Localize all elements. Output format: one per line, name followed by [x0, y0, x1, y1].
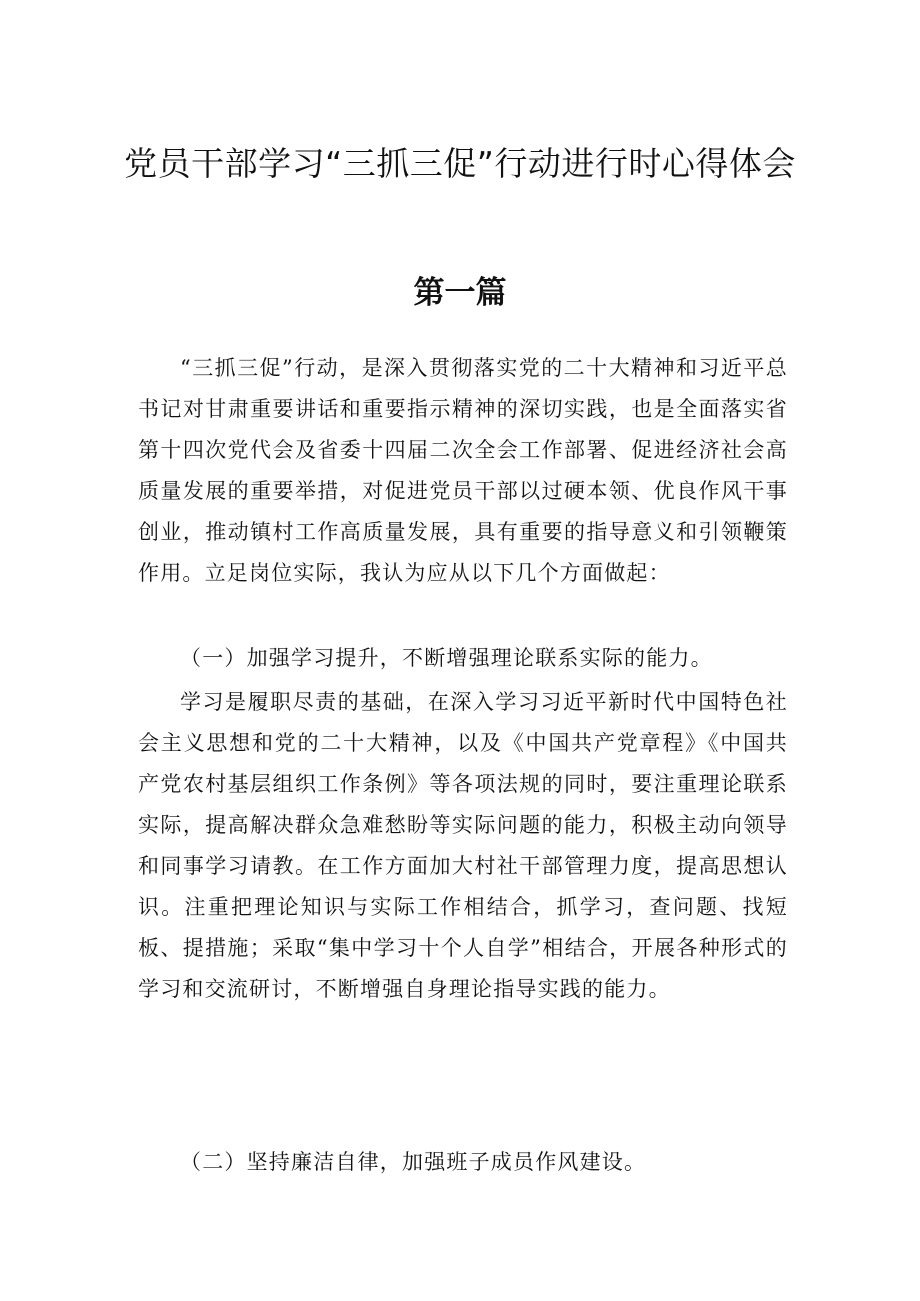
point-heading-2: （二）坚持廉洁自律，加强班子成员作风建设。: [180, 1150, 647, 1174]
intro-paragraph: “三抓三促”行动，是深入贯彻落实党的二十大精神和习近平总书记对甘肃重要讲话和重要指示精神的深切实践，也是全面落实省第十四次党代会及省委十四届二次全会工作部署、促进经济社会高质量发展的重要举措，对促进党员干部以过硬本领、优良作风干事创业，推动镇村工作高质量发展，具有重要的指导意义和引领鞭策作用。立足岗位实际，我认为应从以下几个方面做起：: [138, 356, 788, 585]
body-paragraph: 学习是履职尽责的基础，在深入学习习近平新时代中国特色社会主义思想和党的二十大精神，以及《中国共产党章程》《中国共产党农村基层组织工作条例》等各项法规的同时，要注重理论联系实际，提高解决群众急难愁盼等实际问题的能力，积极主动向领导和同事学习请教。在工作方面加大村社干部管理力度，提高思想认识。注重把理论知识与实际工作相结合，抓学习，查问题、找短板、提措施；采取“集中学习十个人自学”相结合，开展各种形式的学习和交流研讨，不断增强自身理论指导实践的能力。: [138, 690, 788, 1001]
document-title: 党员干部学习“三抓三促”行动进行时心得体会: [124, 144, 796, 183]
point-heading-1: （一）加强学习提升，不断增强理论联系实际的能力。: [180, 646, 713, 670]
section-heading: 第一篇: [413, 275, 507, 311]
